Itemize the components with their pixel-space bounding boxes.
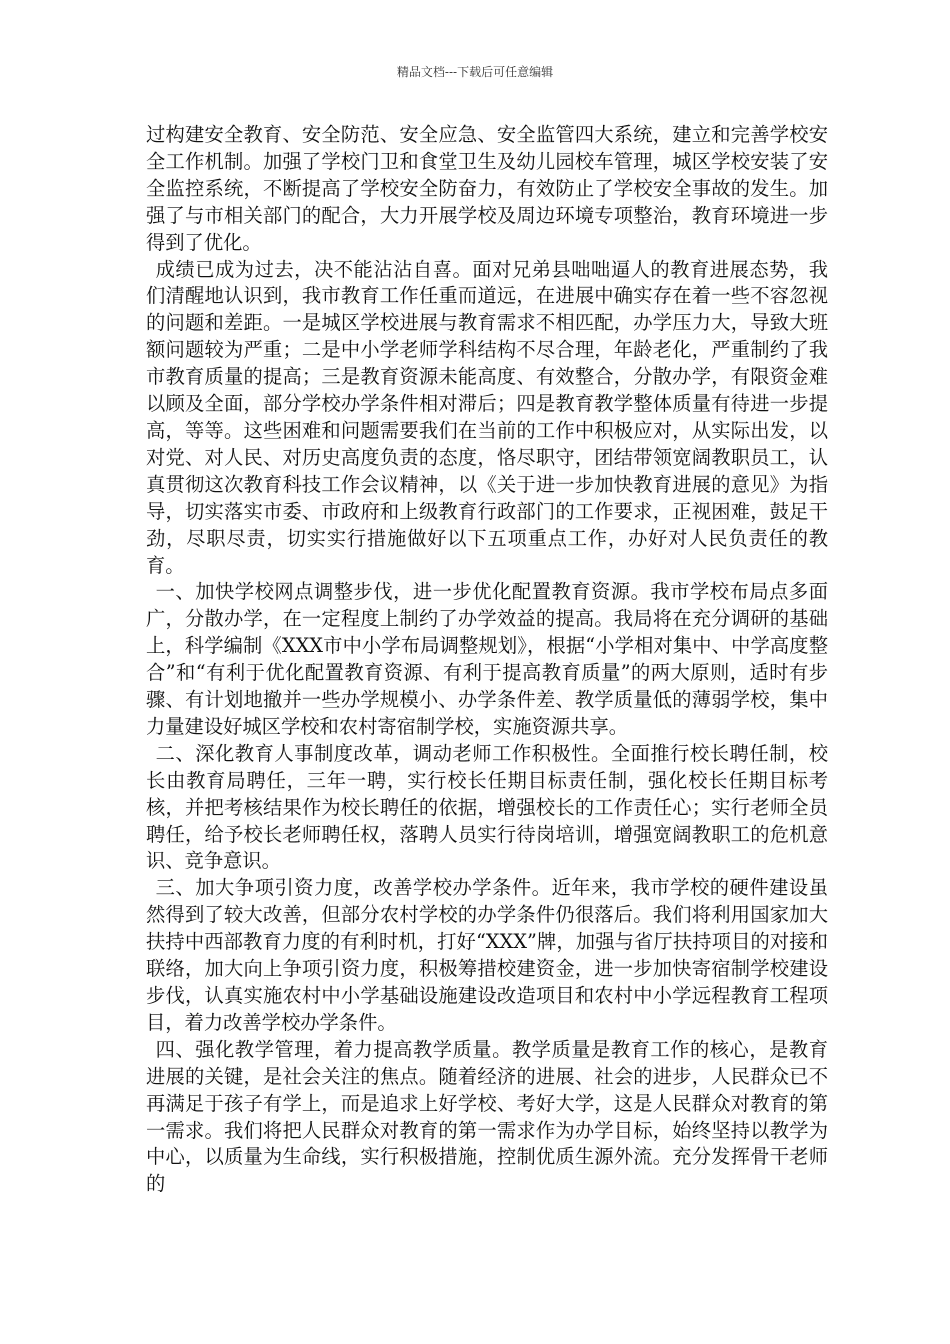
paragraph-teaching-quality: 四、强化教学管理，着力提高教学质量。教学质量是教育工作的核心，是教育进展的关键，是社会关注的焦点。随着经济的进展、社会的进步，人民群众已不再满足于孩子有学上，而是追求上好学校、考好大学，这是人民群众对教育的第一需求。我们将把人民群众对教育的第一需求作为办学目标，始终坚持以教学为中心，以质量为生命线，实行积极措施，控制优质生源外流。充分发挥骨干老师的	[146, 1037, 828, 1196]
paragraph-personnel-reform: 二、深化教育人事制度改革，调动老师工作积极性。全面推行校长聘任制，校长由教育局聘任，三年一聘，实行校长任期目标责任制，强化校长任期目标考核，并把考核结果作为校长聘任的依据，增强校长的工作责任心；实行老师全员聘任，给予校长老师聘任权，落聘人员实行待岗培训，增强宽阔教职工的危机意识、竞争意识。	[146, 741, 828, 873]
document-body	[146, 122, 828, 1198]
paragraph-problems-and-gaps: 成绩已成为过去，决不能沾沾自喜。面对兄弟县咄咄逼人的教育进展态势，我们清醒地认识到，我市教育工作任重而道远，在进展中确实存在着一些不容忽视的问题和差距。一是城区学校进展与教育需求不相匹配，办学压力大，导致大班额问题较为严重；二是中小学老师学科结构不尽合理，年龄老化，严重制约了我市教育质量的提高；三是教育资源未能高度、有效整合，分散办学，有限资金难以顾及全面，部分学校办学条件相对滞后；四是教育教学整体质量有待进一步提高，等等。这些困难和问题需要我们在当前的工作中积极应对，从实际出发，以对党、对人民、对历史高度负责的态度，恪尽职守，团结带领宽阔教职员工，认真贯彻这次教育科技工作会议精神，以《关于进一步加快教育进展的意见》为指导，切实落实市委、市政府和上级教育行政部门的工作要求，正视困难，鼓足干劲，尽职尽责，切实实行措施做好以下五项重点工作，办好对人民负责任的教育。	[146, 257, 828, 577]
paragraph-school-layout-adjustment: 一、加快学校网点调整步伐，进一步优化配置教育资源。我市学校布局点多面广，分散办学，在一定程度上制约了办学效益的提高。我局将在充分调研的基础上，科学编制《XXX市中小学布局调整规划》，根据“小学相对集中、中学高度整合”和“有利于优化配置教育资源、有利于提高教育质量”的两大原则，适时有步骤、有计划地撤并一些办学规模小、办学条件差、教学质量低的薄弱学校，集中力量建设好城区学校和农村寄宿制学校，实施资源共享。	[146, 580, 828, 738]
paragraph-project-funding: 三、加大争项引资力度，改善学校办学条件。近年来，我市学校的硬件建设虽然得到了较大改善，但部分农村学校的办学条件仍很落后。我们将利用国家加大扶持中西部教育力度的有利时机，打好“XXX”牌，加强与省厅扶持项目的对接和联络，加大向上争项引资力度，积极筹措校建资金，进一步加快寄宿制学校建设步伐，认真实施农村中小学基础设施建设改造项目和农村中小学远程教育工程项目，着力改善学校办学条件。	[146, 876, 828, 1034]
page-header: 精品文档---下载后可任意编辑	[396, 65, 554, 79]
paragraph-safety-system: 过构建安全教育、安全防范、安全应急、安全监管四大系统，建立和完善学校安全工作机制。加强了学校门卫和食堂卫生及幼儿园校车管理，城区学校安装了安全监控系统，不断提高了学校安全防奋力，有效防止了学校安全事故的发生。加强了与市相关部门的配合，大力开展学校及周边环境专项整治，教育环境进一步得到了优化。	[146, 123, 828, 254]
